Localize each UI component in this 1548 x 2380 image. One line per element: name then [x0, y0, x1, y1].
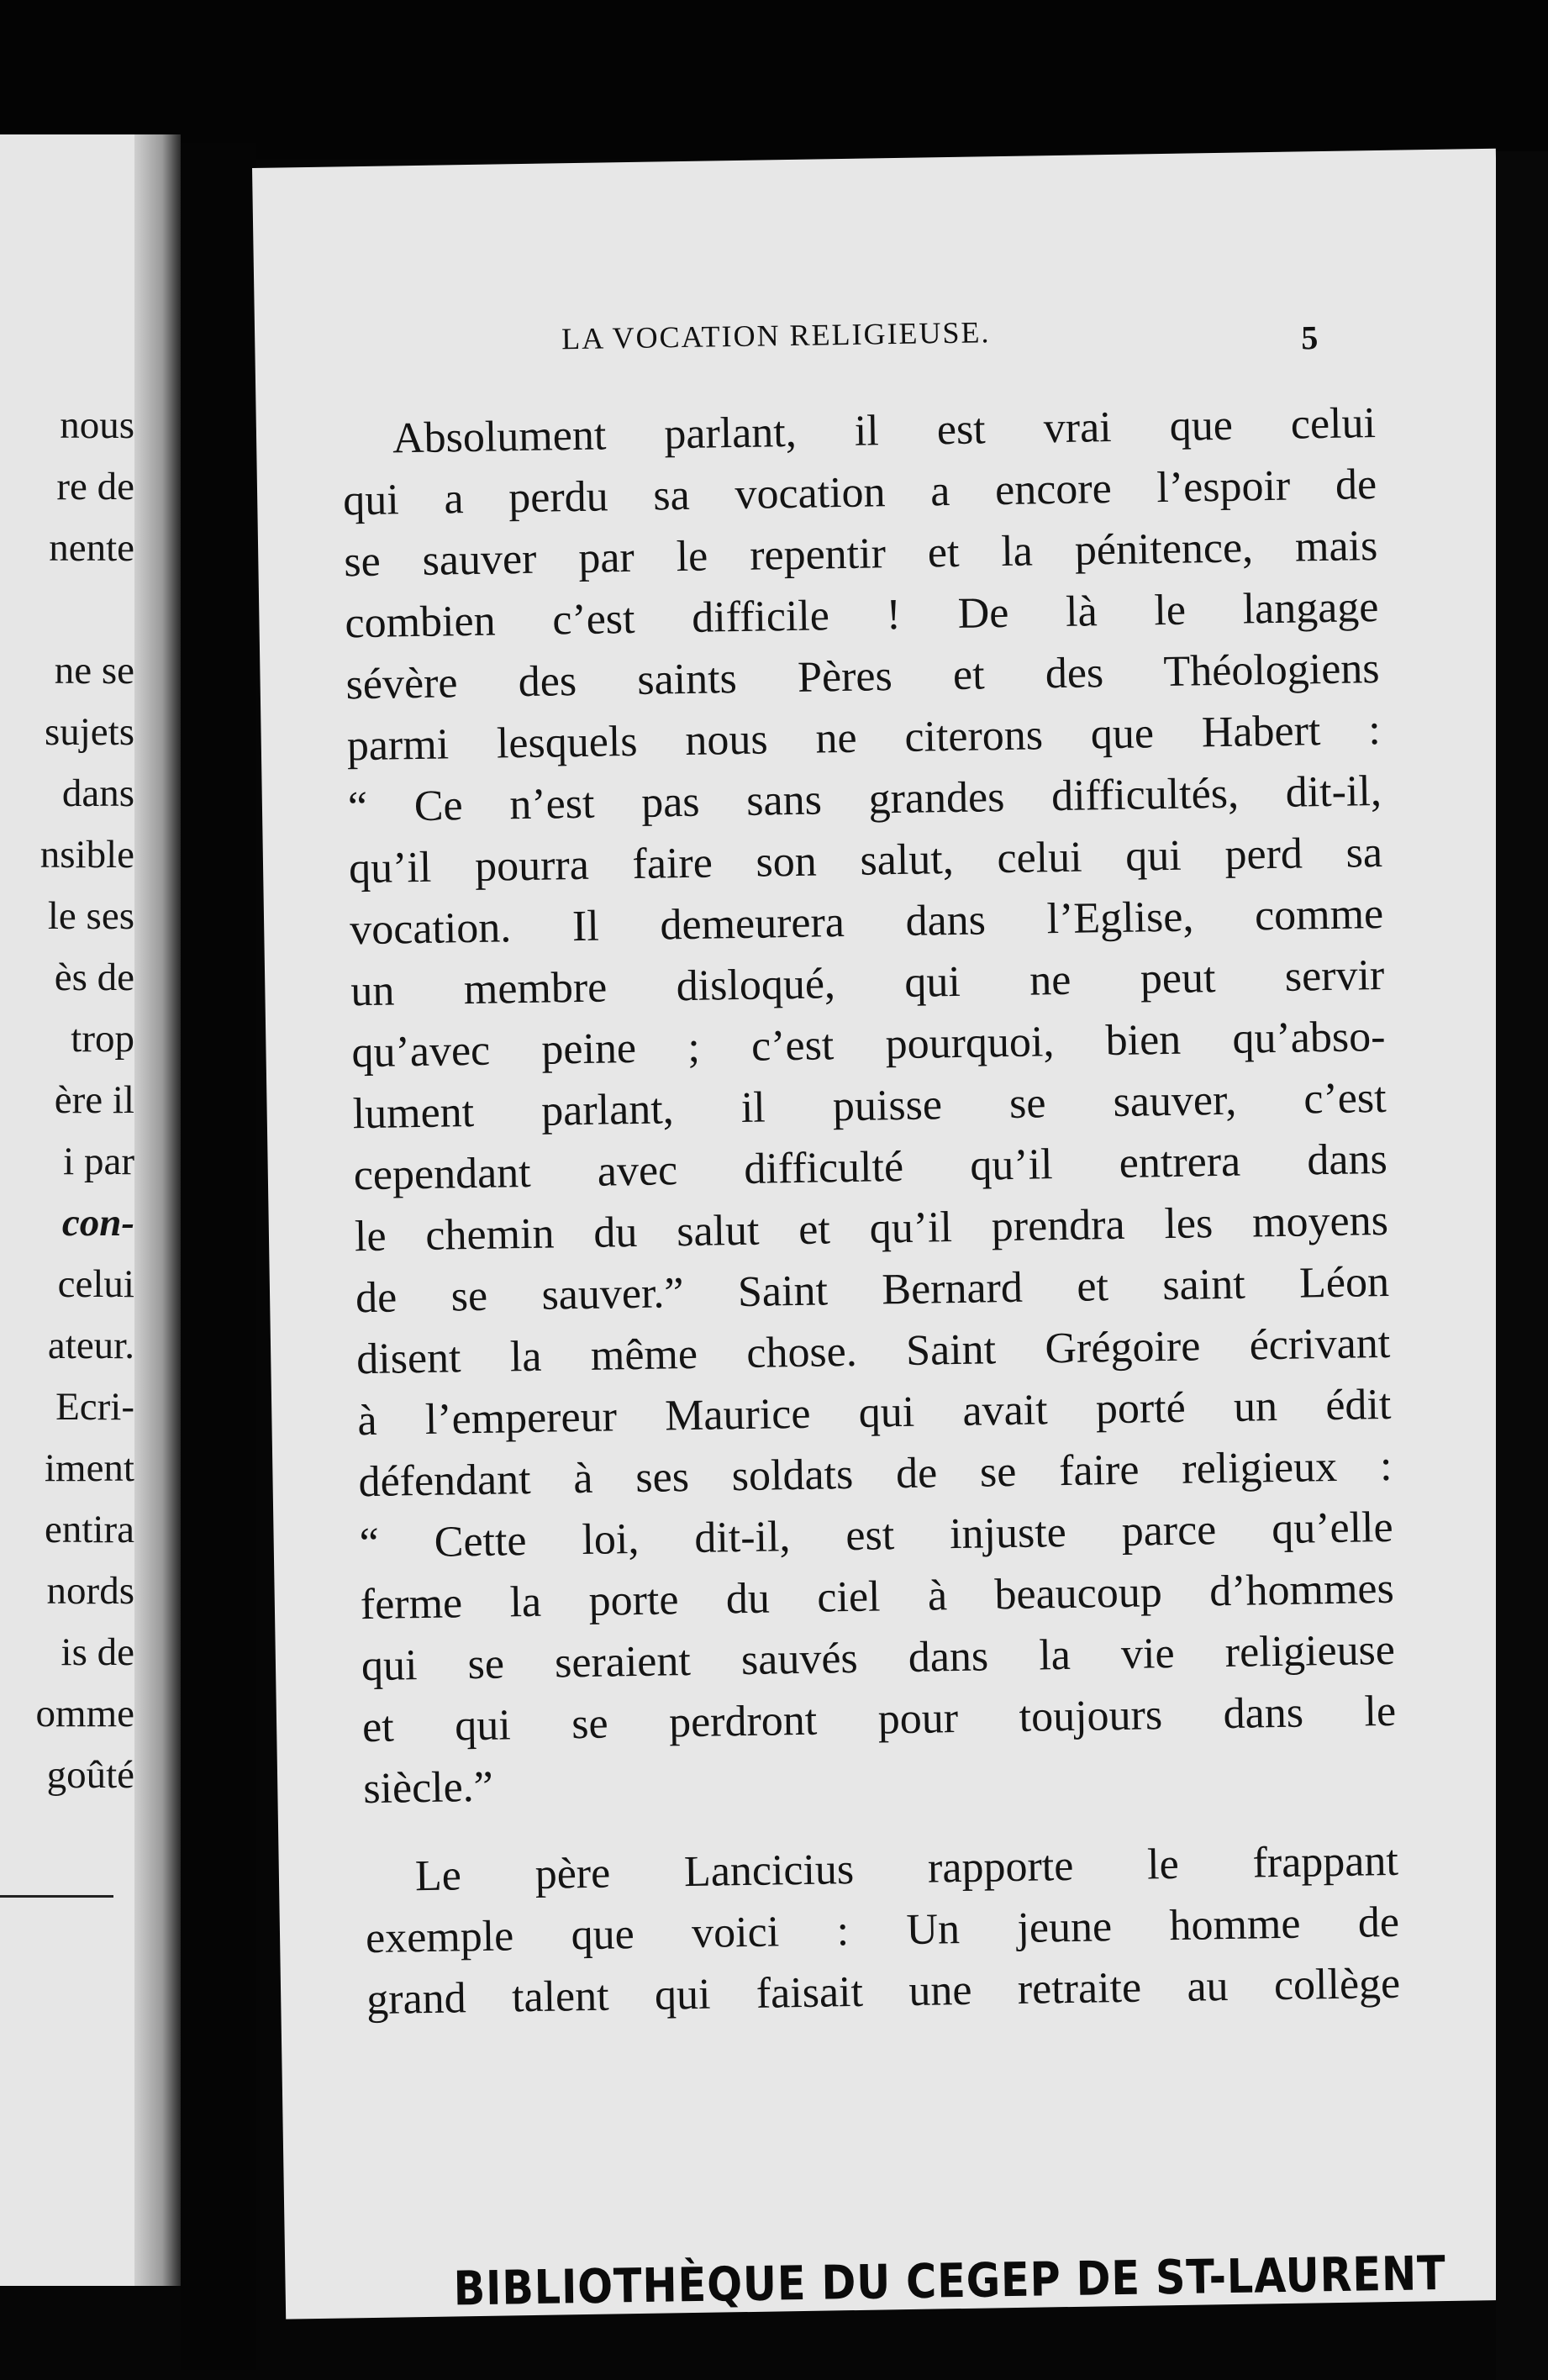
text-line: vocation. Il demeurera dans l’Eglise, comme	[349, 889, 1384, 955]
left-page-line: nente	[49, 526, 134, 570]
page-gutter	[134, 134, 181, 2286]
left-page-line: dans	[61, 771, 134, 815]
scan-background	[0, 0, 1548, 160]
text-line: sévère des saints Pères et des Théologiens	[345, 645, 1380, 709]
text-line: ferme la porte du ciel à beaucoup d’hommes	[360, 1564, 1395, 1630]
text-line: Le père Lancicius rapporte le frappant	[414, 1836, 1399, 1901]
text-line: combien c’est difficile ! De là le langage	[345, 583, 1379, 648]
left-page-line: nous	[60, 403, 134, 447]
book-spine-shadow	[181, 143, 256, 2370]
text-line: exemple que voici : Un jeune homme de	[365, 1898, 1400, 1963]
text-line: et qui se perdront pour toujours dans le	[361, 1687, 1397, 1752]
paragraph	[364, 1830, 1400, 2030]
left-page-line: sujets	[44, 710, 134, 754]
left-page-line: ne se	[54, 649, 134, 692]
text-line: disent la même chose. Saint Grégoire écrivant	[355, 1319, 1391, 1384]
left-page-line: re de	[56, 465, 134, 508]
text-line: qui se seraient sauvés dans la vie religieuse	[361, 1625, 1396, 1691]
left-page-line	[0, 579, 134, 640]
left-page-rule	[0, 1895, 113, 1898]
text-line: lument parlant, il puisse se sauver, c’est	[352, 1073, 1387, 1139]
text-line: cependant avec difficulté qu’il entrera dans	[353, 1135, 1388, 1200]
text-line: qui a perdu sa vocation a encore l’espoir de	[342, 461, 1377, 525]
text-line: le chemin du salut et qu’il prendra les moyens	[354, 1196, 1389, 1261]
text-line: “ Cette loi, dit-il, est injuste parce qu’elle	[359, 1503, 1394, 1568]
text-line: défendant à ses soldats de se faire religieux :	[358, 1441, 1393, 1507]
left-page-line: omme	[35, 1692, 134, 1735]
paragraph	[342, 392, 1398, 1819]
left-page-line: ateur.	[47, 1324, 134, 1367]
left-page-text	[0, 395, 134, 1806]
book-page	[252, 149, 1530, 2319]
text-line: Absolument parlant, il est vrai que celui	[392, 399, 1377, 463]
text-line: qu’il pourra faire son salut, celui qui perd sa	[348, 828, 1383, 893]
text-line: de se sauver.” Saint Bernard et saint Léon	[355, 1257, 1390, 1323]
scan-right-edge	[1496, 151, 1548, 2380]
page-number: 5	[1300, 319, 1319, 357]
text-line: un membre disloqué, qui ne peut servir	[350, 950, 1385, 1016]
text-line: parmi lesquels nous ne citerons que Habert :	[346, 705, 1382, 771]
left-page-line: Ecri-	[55, 1385, 134, 1429]
left-page-line: entira	[45, 1508, 134, 1551]
left-page-line: ère il	[54, 1078, 134, 1122]
running-head: LA VOCATION RELIGIEUSE.	[561, 315, 991, 356]
left-page-line: iment	[44, 1446, 134, 1490]
left-page-line: le ses	[47, 894, 134, 938]
left-page-line: con-	[61, 1201, 134, 1245]
text-line: siècle.”	[362, 1762, 494, 1814]
page-body-text	[342, 392, 1401, 2030]
library-stamp: BIBLIOTHÈQUE DU CEGEP DE ST-LAURENT	[453, 2246, 1447, 2317]
left-page-line: i par	[63, 1140, 134, 1183]
text-line: “ Ce n’est pas sans grandes difficultés, dit-il,	[347, 766, 1382, 832]
left-page-line: trop	[71, 1017, 134, 1061]
text-line: grand talent qui faisait une retraite au collège	[366, 1959, 1401, 2025]
left-page-line: nords	[46, 1569, 134, 1613]
left-page-line: ès de	[54, 956, 134, 999]
left-page-line: nsible	[39, 833, 134, 877]
text-line: à l’empereur Maurice qui avait porté un édit	[356, 1380, 1392, 1445]
text-line: qu’avec peine ; c’est pourquoi, bien qu’abso-	[351, 1012, 1386, 1077]
left-page-line: is de	[61, 1630, 134, 1674]
left-page-line: goûté	[46, 1753, 134, 1797]
left-page-line: celui	[57, 1262, 134, 1306]
text-line: se sauver par le repentir et la pénitence, mais	[343, 522, 1378, 587]
